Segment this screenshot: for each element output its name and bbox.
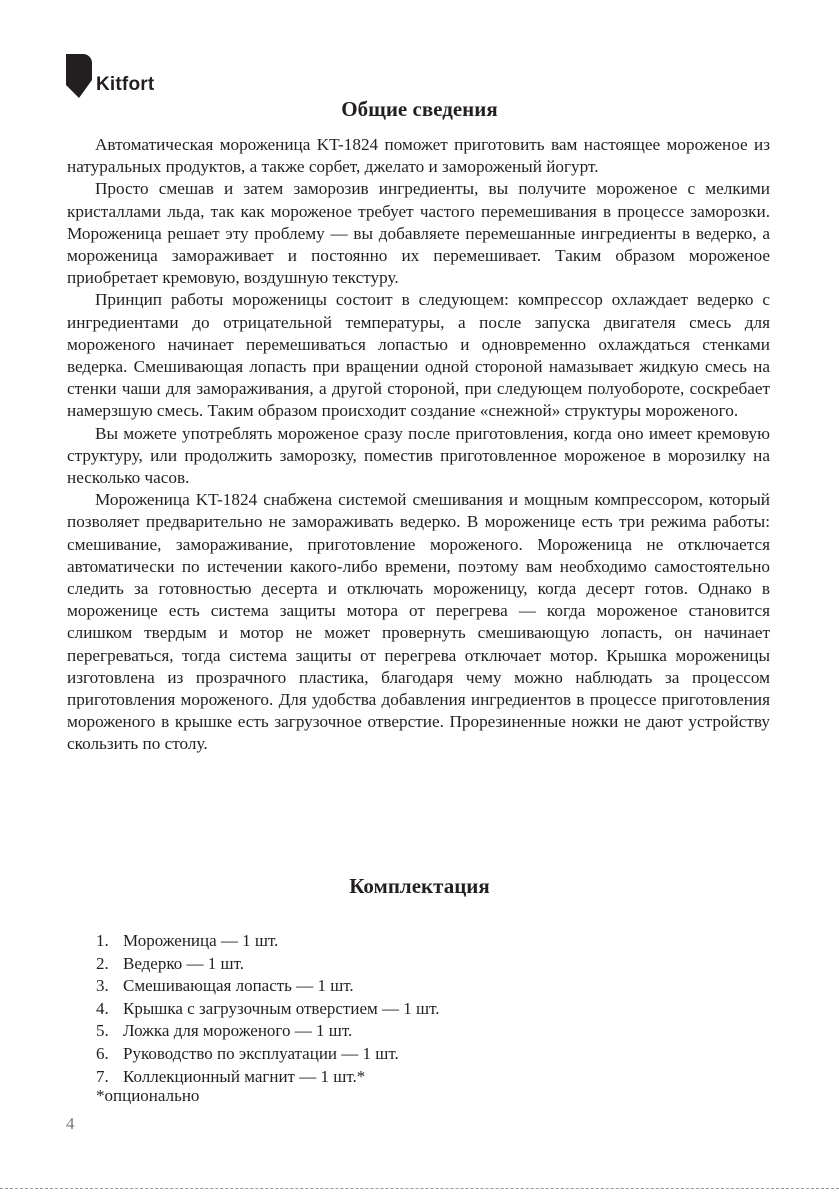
- brand-name: Kitfort: [96, 74, 155, 95]
- list-item: [96, 930, 440, 953]
- list-item-text: Коллекционный магнит — 1 шт.*: [123, 1066, 366, 1086]
- section-title-kit: Комплектация: [349, 874, 490, 898]
- paragraph: Просто смешав и затем заморозив ингредиенты, вы получите мороженое с мелкими кристаллами льда, так как мороженое требует частого перемешивания в процессе заморозки. Мороженица решает эту проблему — вы добавляете перемешанные ингредиенты в ведерко, а мороженица замораживает и постоянно их перемешивает. Таким образом мороженое приобретает кремовую, воздушную текстуру.: [67, 179, 770, 288]
- paragraph: Принцип работы мороженицы состоит в следующем: компрессор охлаждает ведерко с ингредиентами до отрицательной температуры, а после запуска двигателя смесь для мороженого начинает перемешиваться лопастью и одновременно охлаждаться стенками ведерка. Смешивающая лопасть при вращении одной стороной намазывает жидкую смесь на стенки чаши для замораживания, а другой стороной, при следующем полуобороте, соскребает намерзшую смесь. Таким образом происходит создание «снежной» структуры мороженого.: [67, 290, 770, 421]
- paragraph: Автоматическая мороженица KT-1824 поможет приготовить вам настоящее мороженое из натуральных продуктов, а также сорбет, джелато и замороженый йогурт.: [67, 135, 770, 177]
- list-item-number: 7.: [96, 1066, 109, 1086]
- list-item: [96, 1020, 440, 1043]
- list-item-text: Смешивающая лопасть — 1 шт.: [123, 976, 354, 996]
- paragraph: Мороженица KT-1824 снабжена системой смешивания и мощным компрессором, который позволяет предварительно не замораживать ведерко. В мороженице есть три режима работы: смешивание, замораживание, приготовление мороженого. Мороженица не отключается автоматически по истечении какого-либо времени, поэтому вам необходимо самостоятельно следить за готовностью десерта и отключать мороженицу, когда десерт готов. Однако в мороженице есть система защиты мотора от перегрева — когда мороженое становится слишком твердым и мотор не может провернуть смешивающую лопасть, он начинает перегреваться, тогда система защиты от перегрева отключает мотор. Крышка мороженицы изготовлена из прозрачного пластика, благодаря чему можно наблюдать за процессом приготовления мороженого. Для удобства добавления ингредиентов в процессе приготовления мороженого в крышке есть загрузочное отверстие. Прорезиненные ножки не дают устройству скользить по столу.: [67, 490, 770, 754]
- footnote: *опционально: [96, 1086, 200, 1105]
- list-item-text: Мороженица — 1 шт.: [123, 931, 279, 950]
- page-bottom-rule: [0, 1188, 839, 1189]
- list-item-number: 1.: [96, 931, 109, 950]
- list-item-number: 4.: [96, 998, 109, 1018]
- list-item-number: 5.: [96, 1021, 109, 1041]
- page-number: 4: [66, 1114, 75, 1133]
- list-item-number: 3.: [96, 976, 109, 996]
- list-item: [96, 998, 440, 1021]
- list-item-text: Руководство по эксплуатации — 1 шт.: [123, 1043, 399, 1063]
- general-text: [67, 134, 770, 756]
- list-item: [96, 975, 440, 998]
- list-item-text: Ведерко — 1 шт.: [123, 953, 244, 973]
- paragraph: Вы можете употреблять мороженое сразу после приготовления, когда оно имеет кремовую структуру, или продолжить заморозку, поместив приготовленное мороженое в морозилку на несколько часов.: [67, 423, 770, 488]
- list-item-number: 2.: [96, 953, 109, 973]
- kitfort-logo: [66, 50, 154, 98]
- list-item: [96, 953, 440, 976]
- kitfort-logo-icon: [66, 54, 92, 98]
- list-item-text: Ложка для мороженого — 1 шт.: [123, 1021, 353, 1041]
- list-item: [96, 1043, 440, 1066]
- kit-list: [96, 930, 440, 1088]
- section-title-general: Общие сведения: [341, 97, 498, 121]
- list-item-text: Крышка с загрузочным отверстием — 1 шт.: [123, 998, 440, 1018]
- list-item-number: 6.: [96, 1043, 109, 1063]
